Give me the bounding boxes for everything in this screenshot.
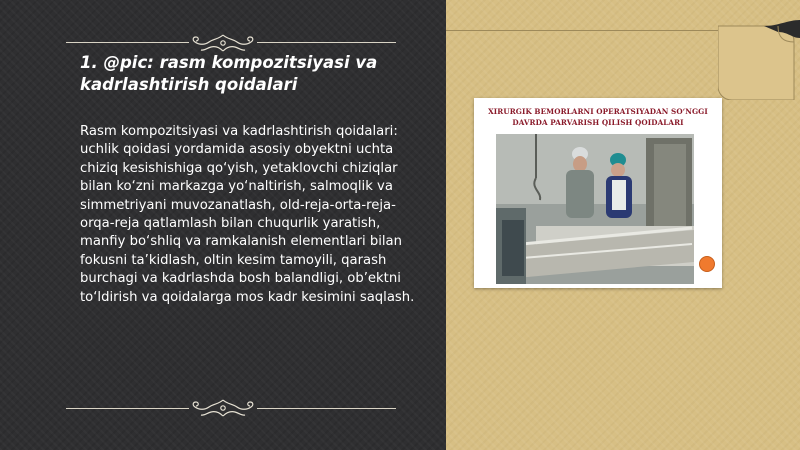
accent-dot	[699, 256, 715, 272]
top-ornament-icon	[189, 33, 257, 53]
hospital-photo	[496, 134, 694, 284]
slide-body-text: Rasm kompozitsiyasi va kadrlashtirish qoidalari: uchlik qoidasi yordamida asosiy obyektni uchta chiziq kesishishiga qo‘yish, yetaklovchi chiziqlar bilan ko‘zni markazga yo‘naltirish, salmoqlik va simmetriyani muvozanatlash, old-reja-orta-reja-orqa-reja qatlamlash bilan chuqurlik yaratish, manfiy bo‘shliq va ramkalanish elementlari bilan fokusni ta’kidlash, oltin kesim tamoyili, qarash burchagi va kadrlashda bosh balandligi, ob’ektni to‘ldirish va qoidalarga mos kadr kesimini saqlash.	[80, 124, 415, 305]
slide-title: 1. @pic: rasm kompozitsiyasi va kadrlashtirish qoidalari	[80, 53, 378, 94]
page-curl-icon	[718, 18, 800, 100]
bottom-ornament-icon	[189, 398, 257, 418]
picture-caption: XIRURGIK BEMORLARNI OPERATSIYADAN SO‘NGGI DAVRDA PARVARISH QILISH QOIDALARI	[488, 107, 708, 127]
slide-picture	[474, 98, 722, 288]
